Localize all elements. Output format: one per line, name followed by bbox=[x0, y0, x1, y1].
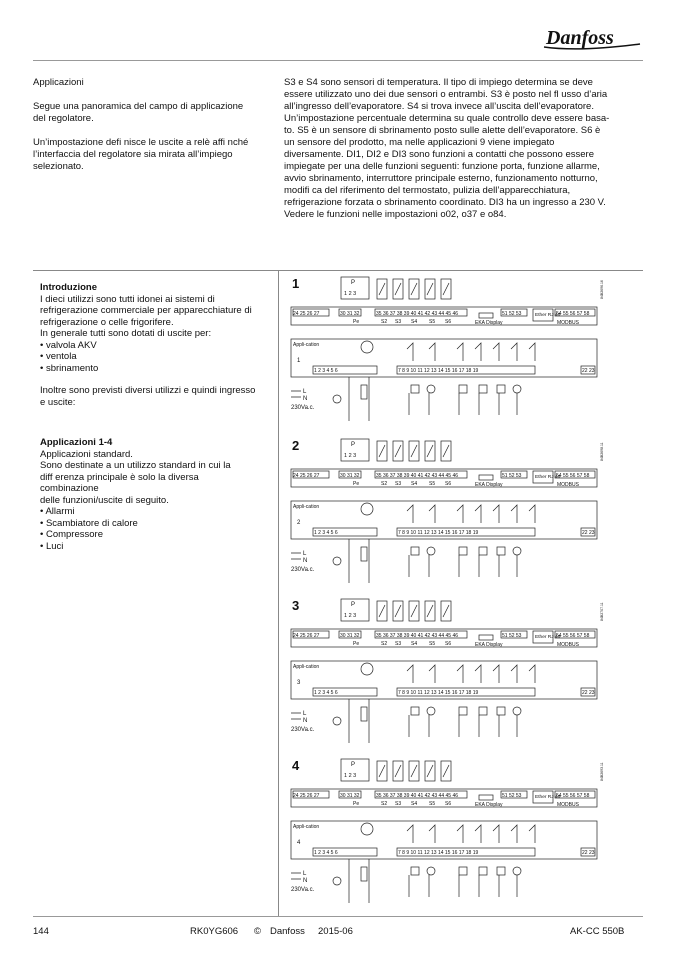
intro-line: In generale tutti sono dotati di uscite per: bbox=[40, 328, 212, 339]
ether-label: Ether RJ 45 bbox=[535, 475, 561, 480]
apps-line: Applicazioni standard. bbox=[40, 448, 133, 460]
doc-code: RK0YG606 bbox=[190, 926, 239, 937]
bottom-terms-left: 1 2 3 4 5 6 bbox=[314, 690, 338, 696]
wiring-diagram-1 bbox=[289, 275, 612, 425]
product-code: AK-CC 550B bbox=[570, 926, 625, 937]
l-label: L bbox=[303, 711, 307, 717]
page-number: 144 bbox=[33, 926, 49, 937]
footer-rule bbox=[33, 916, 643, 917]
bottom-terms-left: 1 2 3 4 5 6 bbox=[314, 530, 338, 536]
intro-line: Inoltre sono previsti diversi utilizzi e quindi ingresso bbox=[40, 385, 256, 396]
intro-block bbox=[40, 282, 272, 408]
wiring-diagram-svg bbox=[289, 275, 612, 425]
n-label: N bbox=[303, 558, 308, 564]
right-terms: 22 23 bbox=[582, 368, 595, 374]
modbus-label: MODBUS bbox=[557, 320, 579, 326]
sensor-s6: S6 bbox=[445, 801, 452, 807]
terms-b: 30 31 32 bbox=[340, 633, 360, 639]
terms-b: 30 31 32 bbox=[340, 311, 360, 317]
sensor-s4: S4 bbox=[411, 641, 418, 647]
apps-line: • Allarmi bbox=[40, 506, 75, 517]
pe-label: Pe bbox=[353, 319, 360, 325]
terms-e: 54 55 56 57 58 bbox=[556, 311, 590, 317]
bottom-terms-right: 7 8 9 10 11 12 13 14 15 16 17 18 19 bbox=[398, 690, 479, 696]
application-label: Appli-cation bbox=[293, 664, 320, 670]
side-code: 84B2698.11 bbox=[600, 442, 604, 461]
right-terms: 22 23 bbox=[582, 850, 595, 856]
intro-title: Introduzione bbox=[40, 282, 97, 293]
voltage-label: 230Va.c. bbox=[291, 727, 315, 733]
company: Danfoss bbox=[270, 926, 305, 937]
intro-line: • valvola AKV bbox=[40, 339, 97, 351]
right-terms: 22 23 bbox=[582, 690, 595, 696]
terms-e: 54 55 56 57 58 bbox=[556, 473, 590, 479]
intro-line: e uscite: bbox=[40, 396, 76, 408]
sensor-s3: S3 bbox=[395, 801, 402, 807]
sensor-s5: S5 bbox=[429, 319, 436, 325]
wiring-diagram-3 bbox=[289, 597, 612, 747]
apps-line: delle funzioni/uscite di seguito. bbox=[40, 494, 169, 506]
terms-c: 35 36 37 38 39 40 41 42 43 44 45 46 bbox=[376, 793, 459, 799]
terms-d: 51 52 53 bbox=[502, 633, 522, 639]
sensor-s6: S6 bbox=[445, 481, 452, 487]
terms-a: 24 25 26 27 bbox=[293, 473, 320, 479]
eka-label: EKA Display bbox=[475, 482, 503, 488]
wiring-diagram-4 bbox=[289, 757, 612, 907]
n-label: N bbox=[303, 878, 308, 884]
sensor-s2: S2 bbox=[381, 319, 388, 325]
sensor-s3: S3 bbox=[395, 481, 402, 487]
sensor-s6: S6 bbox=[445, 319, 452, 325]
apps-line: Sono destinate a un utilizzo standard in cui la bbox=[40, 460, 231, 471]
ether-label: Ether RJ 45 bbox=[535, 795, 561, 800]
apps-title: Applicazioni 1-4 bbox=[40, 437, 113, 448]
p-label: P bbox=[351, 442, 356, 448]
p-terms: 1 2 3 bbox=[344, 613, 357, 619]
bottom-terms-right: 7 8 9 10 11 12 13 14 15 16 17 18 19 bbox=[398, 530, 479, 536]
sensor-s5: S5 bbox=[429, 641, 436, 647]
wiring-diagram-svg bbox=[289, 757, 612, 907]
application-label: Appli-cation bbox=[293, 824, 320, 830]
bottom-terms-right: 7 8 9 10 11 12 13 14 15 16 17 18 19 bbox=[398, 368, 479, 374]
eka-label: EKA Display bbox=[475, 320, 503, 326]
terms-c: 35 36 37 38 39 40 41 42 43 44 45 46 bbox=[376, 633, 459, 639]
application-label: Appli-cation bbox=[293, 342, 320, 348]
app-number: 3 bbox=[297, 680, 301, 686]
intro-column bbox=[33, 77, 258, 185]
p-label: P bbox=[351, 762, 356, 768]
wiring-diagram-svg bbox=[289, 437, 612, 587]
wiring-diagram-svg bbox=[289, 597, 612, 747]
paragraph: Un’impostazione defi nisce le uscite a relè affi nché l’interfaccia del regolatore sia mirata all’impiego selezionato. bbox=[33, 137, 249, 172]
intro-line: • sbrinamento bbox=[40, 362, 99, 374]
diagram-number-2: 2 bbox=[292, 438, 300, 453]
side-code: 84B2696.16 bbox=[600, 280, 604, 299]
pe-label: Pe bbox=[353, 801, 360, 807]
copyright: © bbox=[254, 926, 261, 937]
terms-c: 35 36 37 38 39 40 41 42 43 44 45 46 bbox=[376, 473, 459, 479]
apps-line: • Scambiatore di calore bbox=[40, 517, 138, 529]
apps-line: diff erenza principale è solo la diversa bbox=[40, 471, 199, 483]
sensor-s2: S2 bbox=[381, 801, 388, 807]
apps-block bbox=[40, 437, 272, 552]
logo-text: Danfoss bbox=[546, 27, 614, 49]
terms-d: 51 52 53 bbox=[502, 311, 522, 317]
diagram-number-3: 3 bbox=[292, 598, 300, 613]
terms-a: 24 25 26 27 bbox=[293, 633, 320, 639]
side-code: 84B2707.11 bbox=[600, 602, 604, 621]
right-terms: 22 23 bbox=[582, 530, 595, 536]
eka-label: EKA Display bbox=[475, 802, 503, 808]
date: 2015-06 bbox=[318, 926, 353, 937]
modbus-label: MODBUS bbox=[557, 642, 579, 648]
app-number: 1 bbox=[297, 358, 301, 364]
voltage-label: 230Va.c. bbox=[291, 567, 315, 573]
intro-line: • ventola bbox=[40, 351, 77, 362]
divider bbox=[278, 270, 279, 916]
p-terms: 1 2 3 bbox=[344, 291, 357, 297]
terms-e: 54 55 56 57 58 bbox=[556, 793, 590, 799]
side-code: 84B2693.11 bbox=[600, 762, 604, 781]
bottom-terms-left: 1 2 3 4 5 6 bbox=[314, 368, 338, 374]
pe-label: Pe bbox=[353, 641, 360, 647]
header-rule bbox=[33, 60, 643, 61]
ether-label: Ether RJ 45 bbox=[535, 313, 561, 318]
l-label: L bbox=[303, 551, 307, 557]
paragraph: Segue una panoramica del campo di applicazione del regolatore. bbox=[33, 101, 244, 124]
intro-line: refrigerazione o celle frigorifere. bbox=[40, 316, 174, 328]
voltage-label: 230Va.c. bbox=[291, 405, 315, 411]
ether-label: Ether RJ 45 bbox=[535, 635, 561, 640]
p-label: P bbox=[351, 602, 356, 608]
apps-line: • Compressore bbox=[40, 529, 103, 540]
terms-a: 24 25 26 27 bbox=[293, 793, 320, 799]
sensor-s4: S4 bbox=[411, 319, 418, 325]
n-label: N bbox=[303, 718, 308, 724]
modbus-label: MODBUS bbox=[557, 482, 579, 488]
sensor-s2: S2 bbox=[381, 641, 388, 647]
terms-c: 35 36 37 38 39 40 41 42 43 44 45 46 bbox=[376, 311, 459, 317]
terms-b: 30 31 32 bbox=[340, 473, 360, 479]
sensor-s4: S4 bbox=[411, 801, 418, 807]
app-number: 2 bbox=[297, 520, 301, 526]
section-heading: Applicazioni bbox=[33, 77, 84, 88]
terms-d: 51 52 53 bbox=[502, 473, 522, 479]
diagram-number-4: 4 bbox=[292, 758, 300, 773]
intro-line: I dieci utilizzi sono tutti idonei ai sistemi di bbox=[40, 293, 215, 305]
apps-line: combinazione bbox=[40, 483, 99, 494]
p-terms: 1 2 3 bbox=[344, 773, 357, 779]
diagram-number-1: 1 bbox=[292, 276, 300, 291]
terms-b: 30 31 32 bbox=[340, 793, 360, 799]
application-label: Appli-cation bbox=[293, 504, 320, 510]
sensor-s3: S3 bbox=[395, 641, 402, 647]
bottom-terms-left: 1 2 3 4 5 6 bbox=[314, 850, 338, 856]
app-number: 4 bbox=[297, 840, 301, 846]
sensor-s3: S3 bbox=[395, 319, 402, 325]
sensor-s6: S6 bbox=[445, 641, 452, 647]
terms-a: 24 25 26 27 bbox=[293, 311, 320, 317]
n-label: N bbox=[303, 396, 308, 402]
l-label: L bbox=[303, 389, 307, 395]
intro-line: refrigerazione commerciale per apparecchiature di bbox=[40, 305, 252, 316]
sensor-s4: S4 bbox=[411, 481, 418, 487]
sensor-s5: S5 bbox=[429, 481, 436, 487]
sensor-s2: S2 bbox=[381, 481, 388, 487]
p-terms: 1 2 3 bbox=[344, 453, 357, 459]
bottom-terms-right: 7 8 9 10 11 12 13 14 15 16 17 18 19 bbox=[398, 850, 479, 856]
terms-e: 54 55 56 57 58 bbox=[556, 633, 590, 639]
sensor-description bbox=[284, 77, 612, 233]
pe-label: Pe bbox=[353, 481, 360, 487]
eka-label: EKA Display bbox=[475, 642, 503, 648]
voltage-label: 230Va.c. bbox=[291, 887, 315, 893]
terms-d: 51 52 53 bbox=[502, 793, 522, 799]
sensor-s5: S5 bbox=[429, 801, 436, 807]
danfoss-logo bbox=[540, 22, 650, 54]
l-label: L bbox=[303, 871, 307, 877]
paragraph: S3 e S4 sono sensori di temperatura. Il tipo di impiego determina se deve essere utilizzato uno dei due sensori o entrambi. S3 è posto nel fl usso d’aria all’ingresso dell’evaporatore. S4 si trova invece all’uscita dell’evaporatore. Un’impostazione percentuale determina su quale controllo deve essere basa-to. S5 è un sensore di sbrinamento posto sulle alette dell’evaporatore. S6 è un sensore del prodotto, ma nelle applicazioni 9 viene impiegato diversamente. DI1, DI2 e DI3 sono funzioni a contatti che possono essere impiegate per una delle funzioni seguenti: funzione porta, funzione allarme, avvio sbrinamento, interruttore principale esterno, funzionamento notturno, modifi ca del riferimento del termostato, pulizia dell’apparecchiatura, refrigerazione forzata o sbrinamento coordinato. DI3 ha un ingresso a 230 V. Vedere le funzioni nelle impostazioni o02, o37 e o84. bbox=[284, 77, 610, 220]
wiring-diagram-2 bbox=[289, 437, 612, 587]
modbus-label: MODBUS bbox=[557, 802, 579, 808]
apps-line: • Luci bbox=[40, 540, 64, 552]
p-label: P bbox=[351, 280, 356, 286]
